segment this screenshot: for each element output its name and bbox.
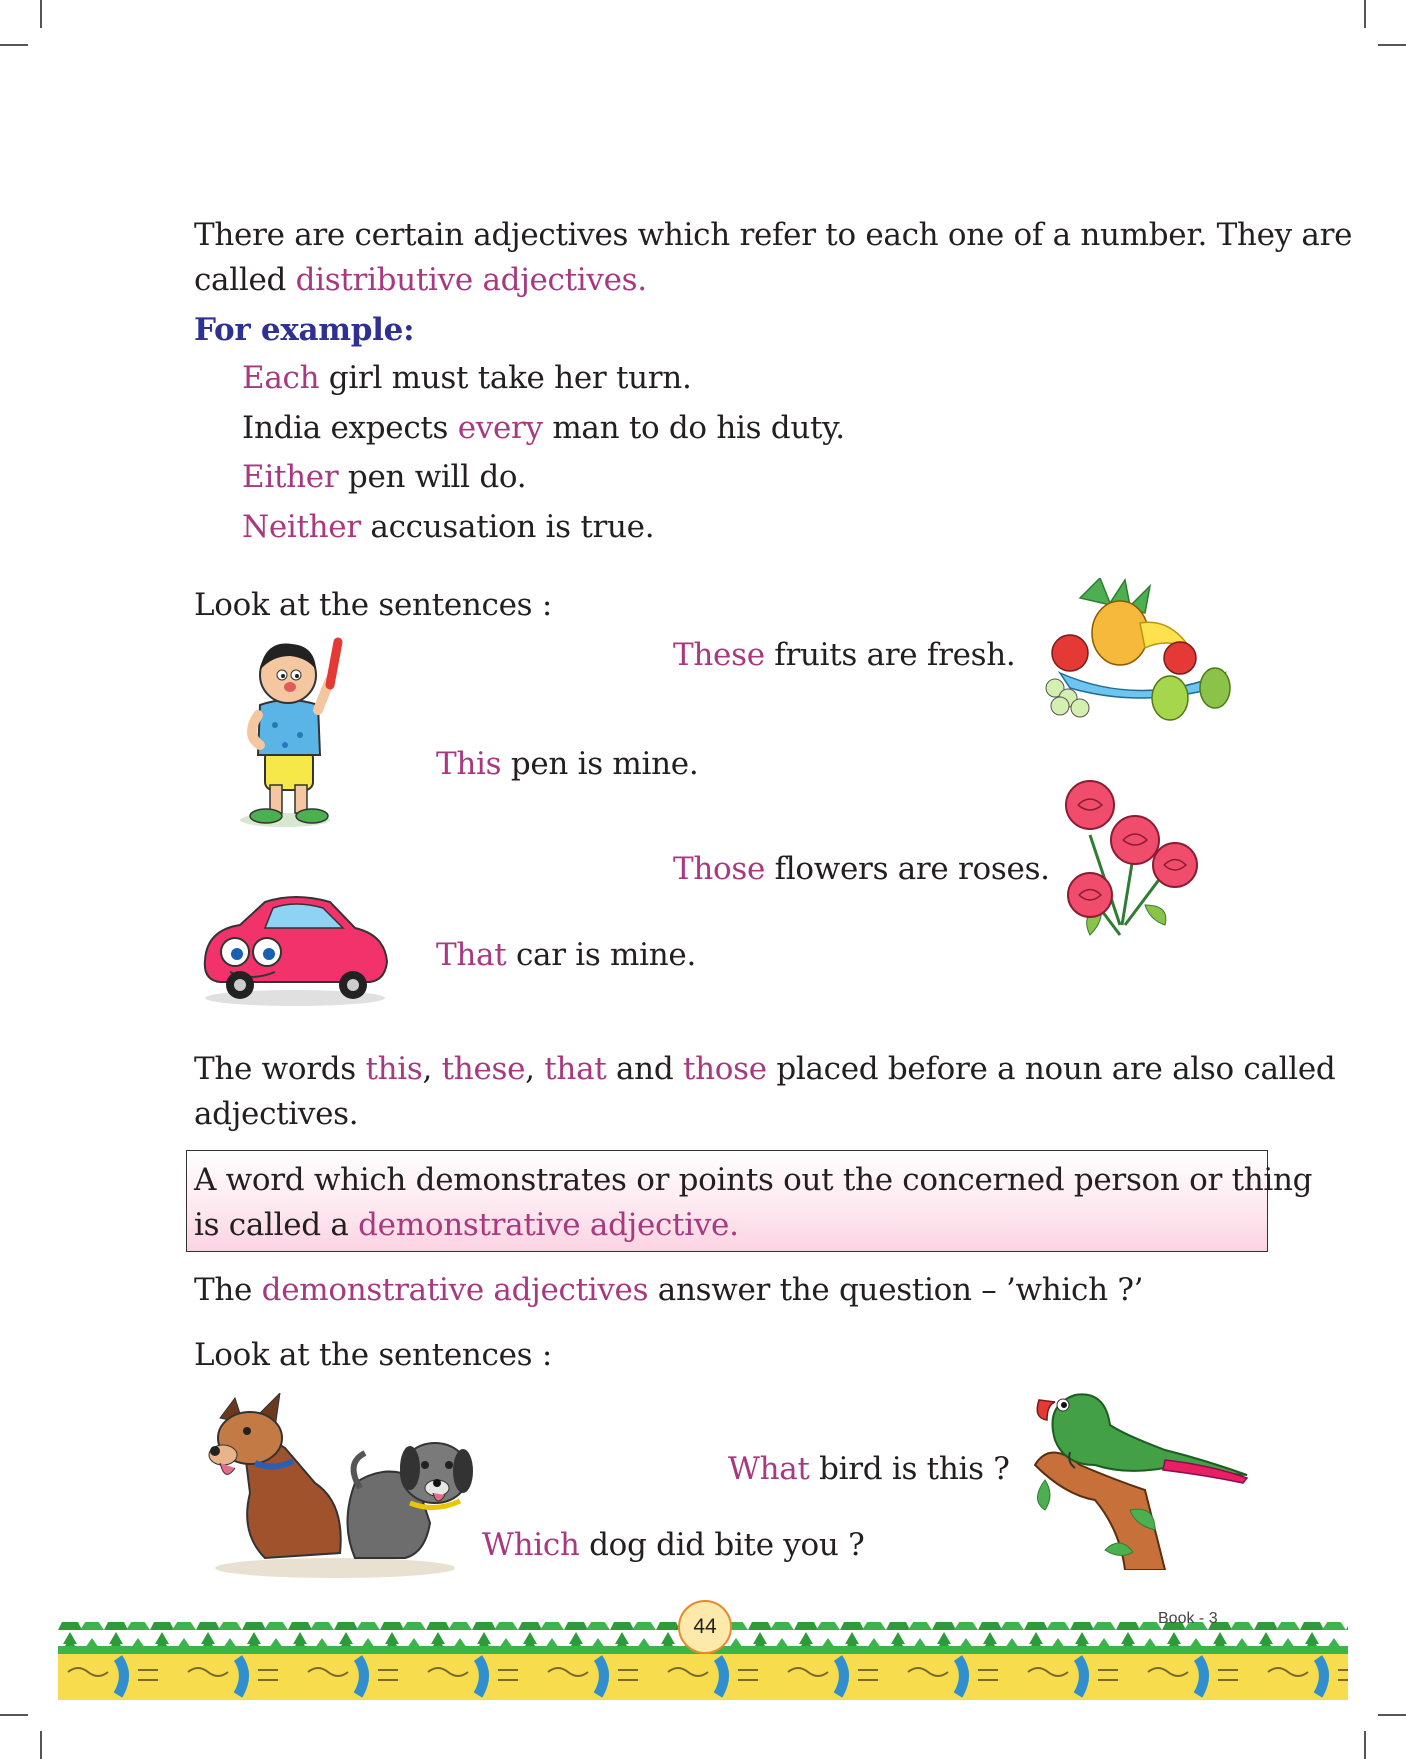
crop-mark — [0, 1714, 28, 1716]
look-at-sentences-1: Look at the sentences : — [194, 587, 552, 623]
crop-mark — [1364, 0, 1366, 28]
car-illustration — [195, 890, 395, 1010]
example-line: India expects every man to do his duty. — [242, 410, 845, 446]
sentence-pen: This pen is mine. — [436, 746, 699, 782]
sentence-fruits: These fruits are fresh. — [673, 637, 1016, 673]
book-label: Book - 3 — [1158, 1610, 1218, 1627]
crop-mark — [40, 0, 42, 28]
crop-mark — [1364, 1731, 1366, 1759]
sentence-car: That car is mine. — [436, 937, 697, 973]
sentence-dog: Which dog did bite you ? — [482, 1527, 865, 1563]
distributive-term: distributive adjectives. — [295, 262, 647, 298]
crop-mark — [40, 1731, 42, 1759]
definition-line-2: is called a demonstrative adjective. — [194, 1207, 739, 1243]
words-para-line-2: adjectives. — [194, 1096, 359, 1132]
question-line: The demonstrative adjectives answer the question – ’which ?’ — [194, 1272, 1144, 1308]
roses-illustration — [1050, 775, 1210, 965]
crop-mark — [0, 44, 28, 46]
crop-mark — [1378, 1714, 1406, 1716]
demonstrative-term: demonstrative adjective. — [358, 1207, 739, 1243]
sentence-flowers: Those flowers are roses. — [673, 851, 1050, 887]
look-at-sentences-2: Look at the sentences : — [194, 1337, 552, 1373]
example-heading: For example: — [194, 312, 415, 348]
page-number: 44 — [678, 1600, 732, 1654]
words-para-line-1: The words this, these, that and those placed before a noun are also called — [194, 1051, 1336, 1087]
dogs-illustration — [205, 1393, 480, 1583]
fruit-bowl-illustration — [1040, 578, 1240, 728]
boy-with-pen-illustration — [230, 630, 380, 830]
crop-mark — [1378, 44, 1406, 46]
example-line: Neither accusation is true. — [242, 509, 655, 545]
example-line: Either pen will do. — [242, 459, 527, 495]
sentence-bird: What bird is this ? — [728, 1451, 1010, 1487]
parrot-illustration — [1025, 1380, 1250, 1570]
intro-line-1: There are certain adjectives which refer to each one of a number. They are — [194, 217, 1353, 253]
example-line: Each girl must take her turn. — [242, 360, 692, 396]
definition-line-1: A word which demonstrates or points out the concerned person or thing — [194, 1162, 1313, 1198]
intro-line-2: called distributive adjectives. — [194, 262, 647, 298]
